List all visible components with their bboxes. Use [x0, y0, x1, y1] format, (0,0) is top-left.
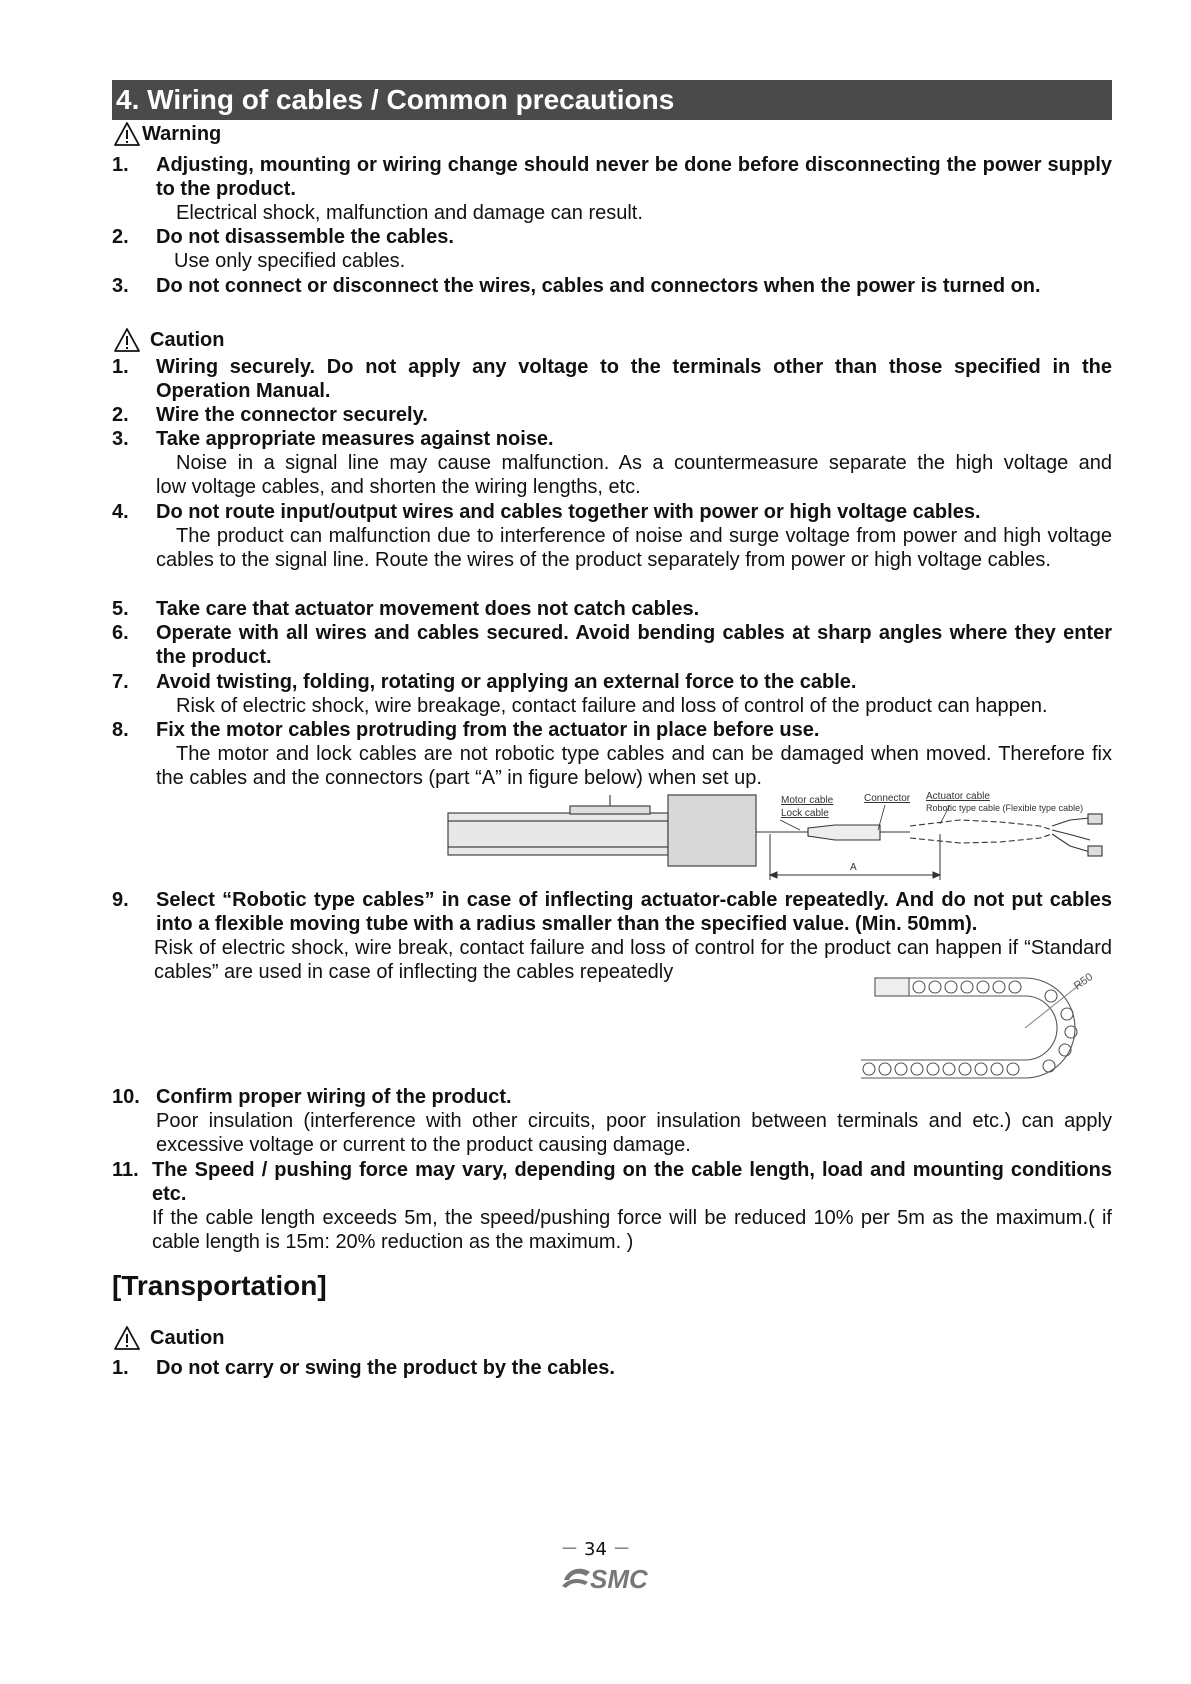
section-title: 4. Wiring of cables / Common precautions [112, 80, 1112, 120]
item-number: 9. [112, 889, 129, 911]
item-title: Take care that actuator movement does not catch cables. [156, 598, 700, 620]
item-number: 11. [112, 1159, 139, 1181]
motor-cable-label: Motor cable [781, 795, 834, 806]
warning-item-2 [112, 225, 1112, 273]
transportation-item-1 [112, 1356, 1112, 1380]
logo-text: SMC [590, 1564, 648, 1594]
caution-item-10 [112, 1085, 1112, 1157]
dimension-a [770, 834, 940, 880]
item-number: 8. [112, 719, 129, 741]
caution-item-3 [112, 427, 1112, 499]
caution-item-7 [112, 670, 1112, 718]
item-number: 2. [112, 226, 129, 248]
caution-triangle-icon [114, 328, 140, 352]
item-body: Risk of electric shock, wire breakage, contact failure and loss of control of the product can happen. [176, 695, 1048, 717]
item-number: 6. [112, 622, 129, 644]
item-number: 3. [112, 275, 129, 297]
item-title: Wire the connector securely. [156, 404, 428, 426]
item-number: 1. [112, 154, 129, 176]
item-title: Do not connect or disconnect the wires, cables and connectors when the power is turned on. [156, 275, 1041, 297]
item-body-continued: low voltage cables, and shorten the wiring lengths, etc. [156, 476, 641, 498]
caution-item-4 [112, 500, 1112, 572]
caution-heading [114, 328, 224, 352]
item-body: Risk of electric shock, wire break, contact failure and loss of control for the product can happen if “Standard cables” are used in case of inflecting the cables repeatedly [154, 937, 1112, 983]
item-title: Wiring securely. Do not apply any voltage to the terminals other than those specified in the Operation Manual. [156, 356, 1112, 402]
warning-item-1 [112, 153, 1112, 225]
item-title: The Speed / pushing force may vary, depending on the cable length, load and mounting conditions etc. [152, 1159, 1112, 1205]
item-title: Fix the motor cables protruding from the actuator in place before use. [156, 719, 820, 741]
item-number: 5. [112, 598, 129, 620]
caution-item-11 [112, 1158, 1112, 1254]
lock-cable-label: Lock cable [781, 808, 829, 819]
item-body: If the cable length exceeds 5m, the speed/pushing force will be reduced 10% per 5m as the maximum.( if cable length is 15m: 20% reduction as the maximum. ) [152, 1207, 1112, 1253]
actuator-cable-figure [440, 790, 1110, 880]
item-title: Do not carry or swing the product by the cables. [156, 1357, 615, 1379]
actuator-cable-label: Actuator cable [926, 791, 990, 802]
warning-triangle-icon [114, 122, 140, 146]
item-title: Operate with all wires and cables secured. Avoid bending cables at sharp angles where they enter the product. [156, 622, 1112, 668]
item-number: 4. [112, 501, 129, 523]
item-body: The motor and lock cables are not robotic type cables and can be damaged when moved. Therefore fix the cables and the connectors (part “A” in figure below) when set up. [156, 743, 1112, 789]
item-body: Poor insulation (interference with other circuits, poor insulation between terminals and etc.) can apply excessive voltage or current to the product causing damage. [156, 1110, 1112, 1156]
caution-label: Caution [150, 1327, 225, 1349]
item-body: Electrical shock, malfunction and damage can result. [176, 202, 643, 224]
item-number: 2. [112, 404, 129, 426]
dimension-a-label: A [850, 862, 857, 873]
item-number: 3. [112, 428, 129, 450]
smc-logo [560, 1560, 664, 1594]
caution-triangle-icon [114, 1326, 140, 1350]
item-number: 7. [112, 671, 129, 693]
item-title: Do not route input/output wires and cables together with power or high voltage cables. [156, 501, 981, 523]
transportation-title: [Transportation] [112, 1270, 327, 1301]
item-title: Do not disassemble the cables. [156, 226, 454, 248]
item-title: Select “Robotic type cables” in case of inflecting actuator-cable repeatedly. And do not put cables into a flexible moving tube with a radius smaller than the specified value. (Min. 50mm). [156, 889, 1112, 935]
cable-lines [756, 814, 1102, 856]
caution-item-5 [112, 597, 1112, 621]
caution-item-6 [112, 621, 1112, 669]
warning-heading [114, 122, 221, 146]
bend-radius-label: R50 [1071, 971, 1096, 993]
cable-carrier-chain [861, 978, 1083, 1078]
warning-item-3 [112, 274, 1112, 298]
caution-item-2 [112, 403, 1112, 427]
item-body: Noise in a signal line may cause malfunction. As a countermeasure separate the high voltage and [176, 452, 1112, 474]
connector-label: Connector [864, 793, 911, 804]
item-title: Take appropriate measures against noise. [156, 428, 554, 450]
item-body: The product can malfunction due to interference of noise and surge voltage from power and high voltage cables to the signal line. Route the wires of the product separately from power or high voltage cables. [156, 525, 1112, 571]
caution-item-1 [112, 355, 1112, 403]
item-title: Confirm proper wiring of the product. [156, 1086, 512, 1108]
page-number: － 34 － [560, 1539, 631, 1560]
item-number: 1. [112, 1357, 129, 1379]
cable-carrier-figure [855, 968, 1115, 1088]
item-body: Use only specified cables. [174, 250, 406, 272]
robotic-cable-label: Robotic type cable (Flexible type cable) [926, 803, 1084, 813]
warning-label: Warning [142, 123, 222, 145]
transportation-caution-heading [114, 1326, 224, 1350]
caution-label: Caution [150, 329, 225, 351]
caution-item-8 [112, 718, 1112, 790]
item-title: Adjusting, mounting or wiring change should never be done before disconnecting the power supply to the product. [156, 154, 1112, 200]
item-number: 1. [112, 356, 129, 378]
item-title: Avoid twisting, folding, rotating or applying an external force to the cable. [156, 671, 857, 693]
actuator-body [448, 795, 756, 866]
item-number: 10. [112, 1086, 140, 1108]
